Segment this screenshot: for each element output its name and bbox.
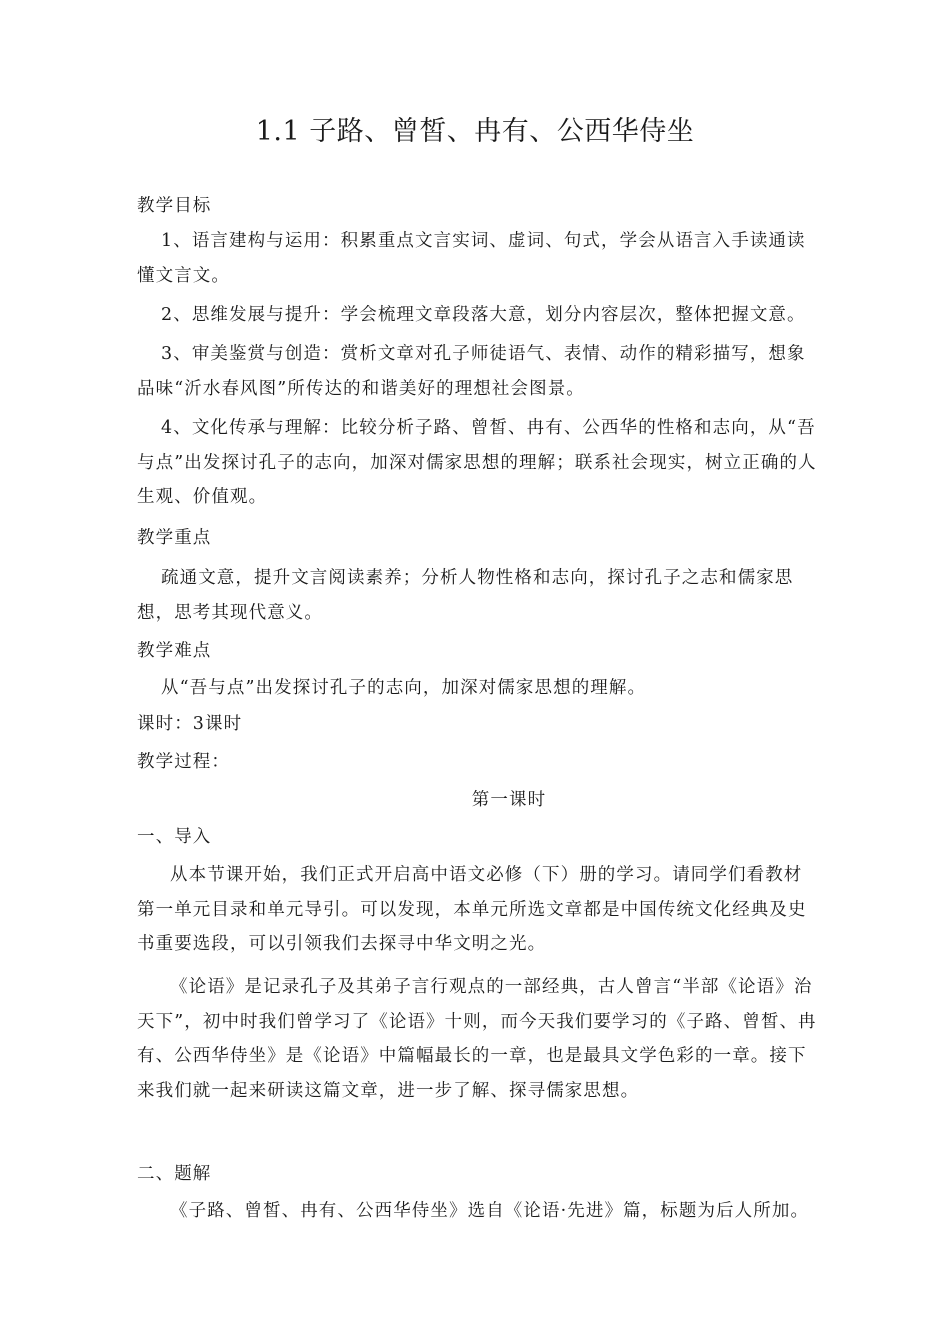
hours-text: 课时：3课时 — [137, 714, 243, 734]
goals-heading: 教学目标 — [137, 196, 212, 216]
section-1-heading: 一、导入 — [137, 827, 212, 847]
document-title: 1.1 子路、曾皙、冉有、公西华侍坐 — [255, 116, 695, 147]
intro-paragraph-1: 从本节课开始，我们正式开启高中语文必修（下）册的学习。请同学们看教材第一单元目录和单元导引。可以发现，本单元所选文章都是中国传统文化经典及史书重要选段，可以引领我们去探寻中华文明之光。 — [137, 865, 807, 954]
difficulty-heading: 教学难点 — [137, 641, 212, 661]
intro-paragraph-2: 《论语》是记录孔子及其弟子言行观点的一部经典，古人曾言“半部《论语》治天下”，初中时我们曾学习了《论语》十则，而今天我们要学习的《子路、曾皙、冉有、公西华侍坐》是《论语》中篇幅最长的一章，也是最具文学色彩的一章。接下来我们就一起来研读这篇文章，进一步了解、探寻儒家思想。 — [137, 977, 817, 1101]
lesson-heading: 第一课时 — [471, 790, 547, 810]
title-explanation: 《子路、曾皙、冉有、公西华侍坐》选自《论语·先进》篇，标题为后人所加。 — [170, 1201, 810, 1221]
goal-4: 4、文化传承与理解：比较分析子路、曾皙、冉有、公西华的性格和志向，从“吾与点”出发探讨孔子的志向，加深对儒家思想的理解；联系社会现实，树立正确的人生观、价值观。 — [137, 418, 817, 507]
key-heading: 教学重点 — [137, 528, 212, 548]
goal-3: 3、审美鉴赏与创造：赏析文章对孔子师徒语气、表情、动作的精彩描写，想象品味“沂水春风图”所传达的和谐美好的理想社会图景。 — [137, 344, 806, 399]
difficulty-text: 从“吾与点”出发探讨孔子的志向，加深对儒家思想的理解。 — [161, 678, 647, 698]
key-text: 疏通文意，提升文言阅读素养；分析人物性格和志向，探讨孔子之志和儒家思想，思考其现代意义。 — [137, 568, 794, 623]
process-heading: 教学过程： — [137, 752, 230, 772]
goal-2: 2、思维发展与提升：学会梳理文章段落大意，划分内容层次，整体把握文意。 — [161, 305, 806, 325]
goal-1: 1、语言建构与运用：积累重点文言实词、虚词、句式，学会从语言入手读通读懂文言文。 — [137, 231, 806, 286]
section-2-heading: 二、题解 — [137, 1164, 212, 1184]
